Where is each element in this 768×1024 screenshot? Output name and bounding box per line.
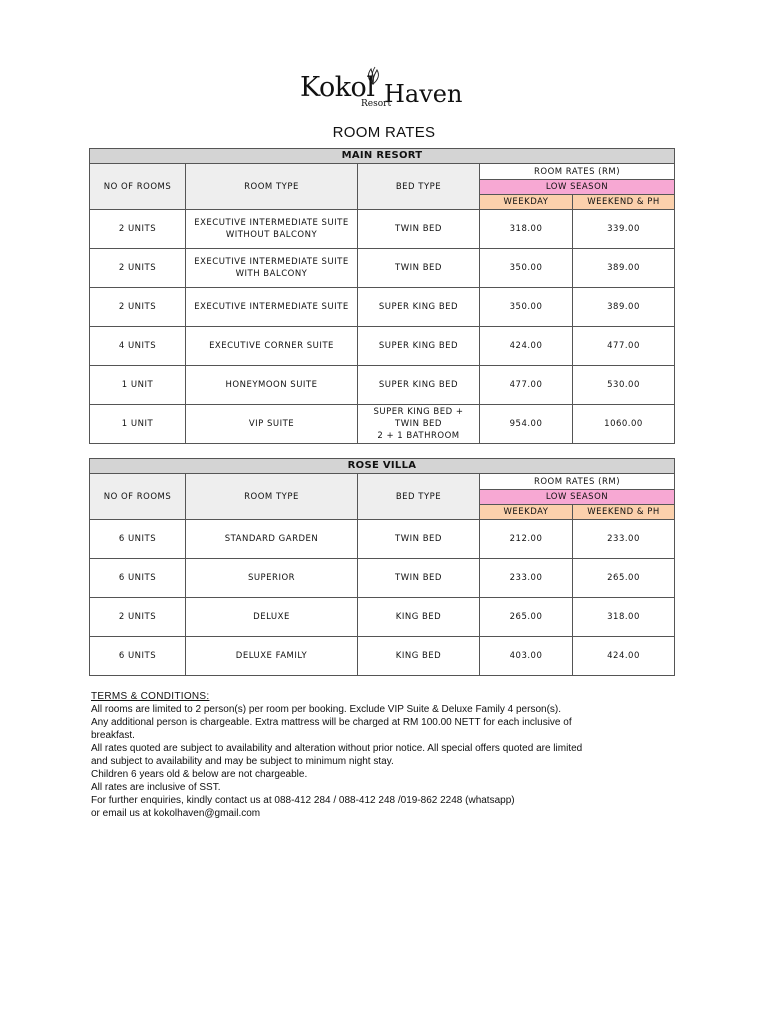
bed-type-cell	[358, 366, 480, 405]
table-row	[90, 637, 675, 676]
table-row	[90, 598, 675, 637]
room-type-cell	[186, 210, 358, 249]
bed-type-cell-line: SUPER KING BED +	[373, 407, 464, 417]
table-row	[90, 366, 675, 405]
bed-type-cell-line: TWIN BED	[395, 419, 442, 429]
weekend-rate-cell: 389.00	[573, 288, 675, 327]
terms-line: Children 6 years old & below are not chargeable.	[91, 769, 308, 780]
bed-type-cell	[358, 249, 480, 288]
weekday-rate-cell: 424.00	[480, 327, 573, 366]
room-type-cell	[186, 520, 358, 559]
weekday-rate-cell: 212.00	[480, 520, 573, 559]
table-row	[90, 327, 675, 366]
weekday-rate-cell: 477.00	[480, 366, 573, 405]
rose-villa-rows	[90, 520, 675, 676]
header-weekend: WEEKEND & PH	[573, 195, 675, 210]
terms-line: All rates are inclusive of SST.	[91, 782, 221, 793]
table-row	[90, 559, 675, 598]
terms-heading: TERMS & CONDITIONS:	[91, 691, 210, 702]
header-room-type: ROOM TYPE	[186, 164, 358, 210]
room-type-cell-line: STANDARD GARDEN	[224, 534, 319, 544]
bed-type-cell	[358, 520, 480, 559]
terms-line: For further enquiries, kindly contact us at 088-412 284 / 088-412 248 /019-862 2248 (whatsapp)	[91, 795, 515, 806]
units-cell: 2 UNITS	[90, 249, 186, 288]
table-row	[90, 520, 675, 559]
room-type-cell-line: VIP SUITE	[248, 419, 295, 429]
units-cell: 6 UNITS	[90, 637, 186, 676]
room-type-cell	[186, 559, 358, 598]
room-type-cell-line: DELUXE FAMILY	[235, 651, 308, 661]
header-bed-type: BED TYPE	[358, 474, 480, 520]
terms-line: Any additional person is chargeable. Extra mattress will be charged at RM 100.00 NETT for each inclusive of	[91, 717, 572, 728]
header-season: LOW SEASON	[480, 180, 675, 195]
units-cell: 1 UNIT	[90, 366, 186, 405]
table-row	[90, 405, 675, 444]
header-weekday: WEEKDAY	[480, 505, 573, 520]
terms-line: or email us at kokolhaven@gmail.com	[91, 808, 261, 819]
bed-type-cell	[358, 559, 480, 598]
room-type-cell-line: WITHOUT BALCONY	[225, 230, 318, 240]
room-type-cell-line: EXECUTIVE INTERMEDIATE SUITE	[194, 218, 349, 228]
section-title: MAIN RESORT	[90, 149, 675, 164]
header-room-type: ROOM TYPE	[186, 474, 358, 520]
units-cell: 4 UNITS	[90, 327, 186, 366]
table-row	[90, 249, 675, 288]
logo-word-kokol: Kokol	[300, 72, 375, 103]
terms-line: All rooms are limited to 2 person(s) per room per booking. Exclude VIP Suite & Deluxe Family 4 person(s).	[91, 704, 562, 715]
room-type-cell	[186, 405, 358, 444]
header-weekend: WEEKEND & PH	[573, 505, 675, 520]
logo-word-haven: Haven	[384, 80, 463, 108]
header-bed-type: BED TYPE	[358, 164, 480, 210]
room-type-cell	[186, 598, 358, 637]
weekend-rate-cell: 318.00	[573, 598, 675, 637]
header-no-of-rooms: NO OF ROOMS	[90, 474, 186, 520]
room-type-cell-line: DELUXE	[253, 612, 290, 622]
rose-villa-table	[89, 458, 675, 676]
terms-line: breakfast.	[91, 730, 135, 741]
weekend-rate-cell: 233.00	[573, 520, 675, 559]
weekday-rate-cell: 318.00	[480, 210, 573, 249]
bed-type-cell	[358, 327, 480, 366]
room-type-cell	[186, 327, 358, 366]
bed-type-cell	[358, 405, 480, 444]
bed-type-cell	[358, 637, 480, 676]
units-cell: 1 UNIT	[90, 405, 186, 444]
header-room-rates: ROOM RATES (RM)	[480, 474, 675, 490]
bed-type-cell-line: TWIN BED	[395, 263, 442, 273]
units-cell: 6 UNITS	[90, 559, 186, 598]
main-resort-table	[89, 148, 675, 444]
bed-type-cell-line: SUPER KING BED	[378, 302, 459, 312]
weekend-rate-cell: 530.00	[573, 366, 675, 405]
weekend-rate-cell: 477.00	[573, 327, 675, 366]
bed-type-cell-line: 2 + 1 BATHROOM	[377, 431, 460, 441]
bed-type-cell-line: KING BED	[395, 612, 442, 622]
room-type-cell	[186, 288, 358, 327]
room-type-cell-line: HONEYMOON SUITE	[225, 380, 318, 390]
bed-type-cell-line: TWIN BED	[395, 224, 442, 234]
resort-logo	[300, 66, 475, 114]
weekend-rate-cell: 265.00	[573, 559, 675, 598]
page-title: ROOM RATES	[332, 124, 436, 141]
weekday-rate-cell: 350.00	[480, 288, 573, 327]
header-weekday: WEEKDAY	[480, 195, 573, 210]
units-cell: 2 UNITS	[90, 598, 186, 637]
weekend-rate-cell: 424.00	[573, 637, 675, 676]
weekend-rate-cell: 339.00	[573, 210, 675, 249]
terms-line: All rates quoted are subject to availability and alteration without prior notice. All special offers quoted are limited	[91, 743, 583, 754]
room-type-cell	[186, 637, 358, 676]
header-season: LOW SEASON	[480, 490, 675, 505]
units-cell: 2 UNITS	[90, 210, 186, 249]
room-type-cell-line: EXECUTIVE INTERMEDIATE SUITE	[194, 302, 349, 312]
room-type-cell-line: WITH BALCONY	[235, 269, 308, 279]
header-no-of-rooms: NO OF ROOMS	[90, 164, 186, 210]
room-type-cell-line: EXECUTIVE INTERMEDIATE SUITE	[194, 257, 349, 267]
room-type-cell	[186, 249, 358, 288]
bed-type-cell-line: SUPER KING BED	[378, 380, 459, 390]
weekend-rate-cell: 1060.00	[573, 405, 675, 444]
logo-word-resort: Resort	[361, 99, 392, 109]
terms-line: and subject to availability and may be subject to minimum night stay.	[91, 756, 394, 767]
weekend-rate-cell: 389.00	[573, 249, 675, 288]
terms-lines	[91, 703, 691, 820]
bed-type-cell	[358, 598, 480, 637]
table-row	[90, 210, 675, 249]
weekday-rate-cell: 233.00	[480, 559, 573, 598]
bed-type-cell-line: SUPER KING BED	[378, 341, 459, 351]
section-title: ROSE VILLA	[90, 459, 675, 474]
room-type-cell	[186, 366, 358, 405]
table-row	[90, 288, 675, 327]
weekday-rate-cell: 954.00	[480, 405, 573, 444]
room-type-cell-line: EXECUTIVE CORNER SUITE	[209, 341, 334, 351]
bed-type-cell	[358, 288, 480, 327]
weekday-rate-cell: 350.00	[480, 249, 573, 288]
header-room-rates: ROOM RATES (RM)	[480, 164, 675, 180]
bed-type-cell-line: TWIN BED	[395, 573, 442, 583]
units-cell: 2 UNITS	[90, 288, 186, 327]
bed-type-cell	[358, 210, 480, 249]
room-type-cell-line: SUPERIOR	[247, 573, 296, 583]
units-cell: 6 UNITS	[90, 520, 186, 559]
bed-type-cell-line: TWIN BED	[395, 534, 442, 544]
weekday-rate-cell: 265.00	[480, 598, 573, 637]
bed-type-cell-line: KING BED	[395, 651, 442, 661]
weekday-rate-cell: 403.00	[480, 637, 573, 676]
main-resort-rows	[90, 210, 675, 444]
terms-and-conditions	[91, 690, 691, 820]
